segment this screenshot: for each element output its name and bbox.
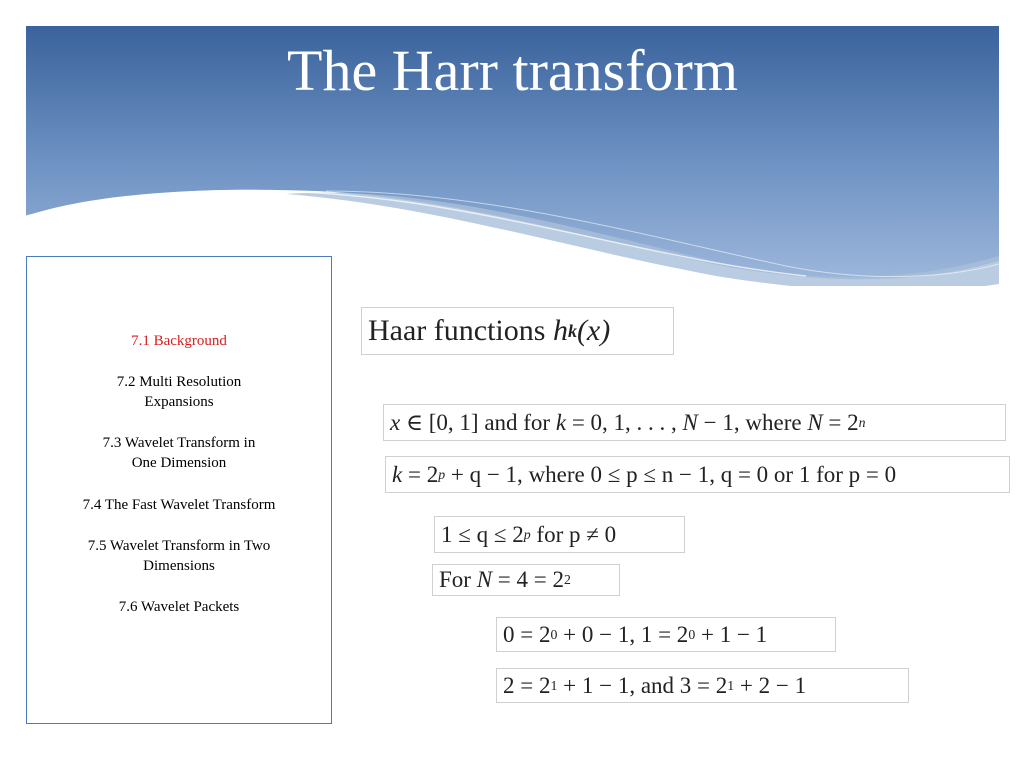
eq-var: N bbox=[476, 567, 493, 592]
heading-subscript: k bbox=[567, 320, 577, 341]
equation-5: 0 = 2 0 + 0 − 1, 1 = 2 0 + 1 − 1 bbox=[496, 617, 836, 652]
eq-text: + 2 − 1 bbox=[739, 672, 807, 698]
eq-text: For bbox=[439, 567, 471, 592]
toc-item-background[interactable]: 7.1 Background bbox=[131, 333, 227, 349]
eq-text: 0 = 2 bbox=[503, 621, 551, 647]
haar-heading bbox=[361, 307, 674, 355]
eq-var: N bbox=[807, 409, 823, 435]
equation-3 bbox=[434, 516, 685, 553]
eq-text: − 1, bbox=[703, 409, 740, 435]
toc-item-label: One Dimension bbox=[131, 455, 227, 471]
heading-text: Haar functions bbox=[368, 314, 546, 347]
toc-item-multi-resolution[interactable] bbox=[27, 372, 331, 412]
eq-text: + 1 − 1 bbox=[700, 621, 768, 647]
eq-exponent: p bbox=[438, 466, 446, 482]
eq-text: + 1 − 1, and 3 = 2 bbox=[563, 672, 728, 698]
toc-item-fast-wavelet[interactable]: 7.4 The Fast Wavelet Transform bbox=[82, 497, 276, 513]
toc-item-wavelet-1d[interactable] bbox=[27, 433, 331, 473]
toc-item-label: 7.5 Wavelet Transform in Two bbox=[87, 538, 271, 554]
eq-text: + 0 − 1, 1 = 2 bbox=[563, 621, 689, 647]
toc-item-label: 7.3 Wavelet Transform in bbox=[102, 435, 256, 451]
toc-item-wavelet-packets[interactable]: 7.6 Wavelet Packets bbox=[118, 599, 240, 615]
eq-text: 1 ≤ q ≤ 2 bbox=[441, 521, 524, 547]
eq-text: where 0 ≤ p ≤ n − 1, q = 0 or 1 for p = 0 bbox=[528, 461, 897, 487]
eq-text: = 2 bbox=[407, 461, 439, 487]
eq-text: 2 = 2 bbox=[503, 672, 551, 698]
equation-4: For N = 4 = 2 2 bbox=[432, 564, 620, 596]
eq-text: + q − 1, bbox=[450, 461, 523, 487]
eq-var: N bbox=[682, 409, 698, 435]
eq-text: for p ≠ 0 bbox=[536, 521, 617, 547]
eq-text: = 2 bbox=[828, 409, 859, 435]
heading-arg: (x) bbox=[576, 314, 611, 347]
toc-panel bbox=[26, 256, 332, 724]
eq-text: = 0, 1, . . . , bbox=[571, 409, 677, 435]
toc-item-label: 7.2 Multi Resolution bbox=[116, 374, 242, 390]
eq-var: k bbox=[555, 409, 567, 435]
eq-exponent: p bbox=[523, 526, 531, 542]
eq-var: x bbox=[390, 409, 401, 435]
toc-item-label: Dimensions bbox=[143, 558, 215, 574]
eq-text: = 4 = 2 bbox=[497, 567, 564, 592]
heading-symbol: h bbox=[552, 314, 568, 347]
eq-exponent: n bbox=[858, 414, 866, 430]
toc-item-wavelet-2d[interactable] bbox=[27, 536, 331, 576]
equation-6: 2 = 2 1 + 1 − 1, and 3 = 2 1 + 2 − 1 bbox=[496, 668, 909, 703]
toc-item-label: Expansions bbox=[144, 394, 214, 410]
eq-var: k bbox=[392, 461, 403, 487]
eq-text: and for bbox=[484, 409, 551, 435]
eq-text: ∈ [0, 1] bbox=[405, 409, 479, 435]
equation-1 bbox=[383, 404, 1006, 441]
equation-2 bbox=[385, 456, 1010, 493]
eq-text: where bbox=[745, 409, 802, 435]
slide-title: The Harr transform bbox=[287, 38, 738, 103]
